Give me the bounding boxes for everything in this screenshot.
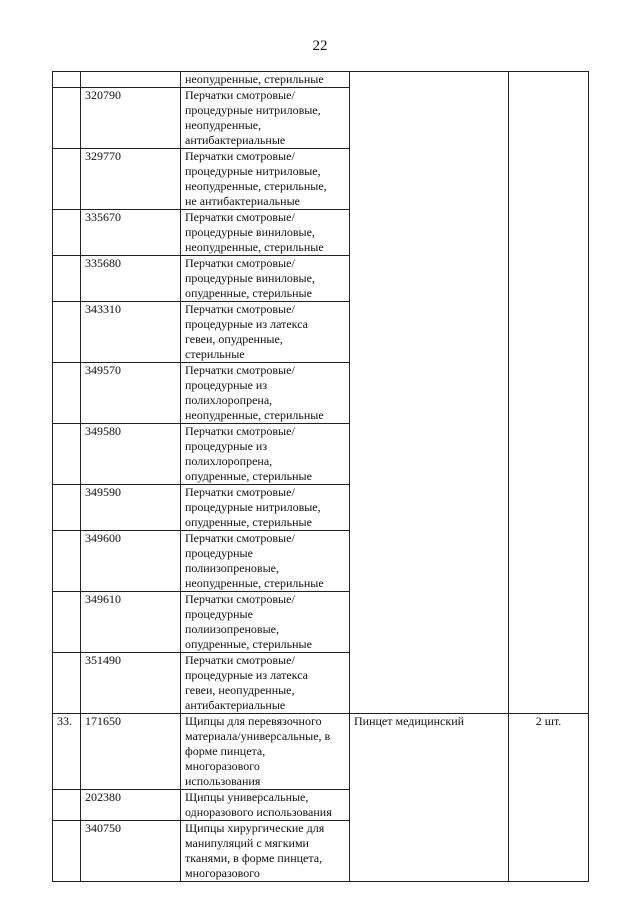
item-number-cell [53,592,81,653]
page-number: 22 [312,38,328,54]
code-cell: 351490 [81,653,181,714]
description-line: Перчатки смотровые/ [185,531,295,545]
code-cell: 343310 [81,302,181,363]
description-line: неопудренные, стерильные [185,240,324,254]
description-line: процедурные [185,607,253,621]
description-line: Перчатки смотровые/ [185,485,295,499]
description-line: опудренные, стерильные [185,286,312,300]
description-line: процедурные из латекса [185,317,308,331]
description-line: неопудренные, стерильные, [185,179,327,193]
description-line: неопудренные, [185,118,262,132]
item-number-cell [53,363,81,424]
code-cell: 335680 [81,256,181,302]
specification-table [52,71,589,882]
item-number-cell [53,653,81,714]
description-line: Перчатки смотровые/ [185,256,295,270]
item-number-cell [53,424,81,485]
description-line: полихлоропрена, [185,393,273,407]
description-line: многоразового [185,759,260,773]
description-cell [181,256,350,302]
description-line: Перчатки смотровые/ [185,653,295,667]
description-line: процедурные нитриловые, [185,500,321,514]
description-line: Перчатки смотровые/ [185,424,295,438]
description-line: неопудренные, стерильные [185,576,324,590]
item-number-cell [53,210,81,256]
description-cell [181,149,350,210]
description-cell [181,653,350,714]
description-line: Перчатки смотровые/ [185,88,295,102]
code-cell: 349600 [81,531,181,592]
quantity-cell [509,72,589,714]
item-number-cell [53,821,81,882]
description-line: Перчатки смотровые/ [185,302,295,316]
description-line: процедурные виниловые, [185,271,315,285]
description-line: процедурные из [185,378,268,392]
item-number-cell [53,149,81,210]
description-cell [181,424,350,485]
description-line: манипуляций с мягкими [185,836,309,850]
item-number-cell: 33. [53,714,81,790]
item-number-cell [53,485,81,531]
description-line: неопудренные, стерильные [185,408,324,422]
description-cell [181,714,350,790]
code-cell: 349580 [81,424,181,485]
description-line: тканями, в форме пинцета, [185,851,323,865]
description-cell [181,72,350,88]
description-cell [181,302,350,363]
description-cell [181,88,350,149]
description-line: Перчатки смотровые/ [185,592,295,606]
description-line: полихлоропрена, [185,454,273,468]
description-line: опудренные, стерильные [185,515,312,529]
description-line: полиизопреновые, [185,561,279,575]
code-cell: 329770 [81,149,181,210]
code-cell: 320790 [81,88,181,149]
code-cell: 202380 [81,790,181,821]
item-number-cell [53,302,81,363]
description-line: опудренные, стерильные [185,637,312,651]
description-line: процедурные нитриловые, [185,164,321,178]
description-line: материала/универсальные, в [185,729,331,743]
description-line: опудренные, стерильные [185,469,312,483]
description-line: антибактериальные [185,133,286,147]
description-line: Перчатки смотровые/ [185,363,295,377]
description-line: использования [185,774,261,788]
code-cell: 171650 [81,714,181,790]
description-line: Щипцы для перевязочного [185,714,322,728]
description-line: гевеи, неопудренные, [185,683,295,697]
description-line: Перчатки смотровые/ [185,149,295,163]
description-line: процедурные виниловые, [185,225,315,239]
description-line: полиизопреновые, [185,622,279,636]
description-cell [181,592,350,653]
description-line: Перчатки смотровые/ [185,210,295,224]
item-number-cell [53,256,81,302]
description-line: неопудренные, стерильные [185,72,324,86]
description-cell [181,485,350,531]
code-cell: 349570 [81,363,181,424]
description-cell [181,210,350,256]
code-cell [81,72,181,88]
description-line: форме пинцета, [185,744,266,758]
description-cell [181,531,350,592]
code-cell: 340750 [81,821,181,882]
description-line: одноразового использования [185,805,332,819]
description-cell [181,363,350,424]
table-row [53,714,589,790]
description-cell [181,821,350,882]
description-line: процедурные нитриловые, [185,103,321,117]
description-line: антибактериальные [185,698,286,712]
code-cell: 335670 [81,210,181,256]
item-number-cell [53,790,81,821]
description-line: многоразового [185,866,260,880]
product-name-cell: Пинцет медицинский [350,714,509,882]
description-line: Щипцы хирургические для [185,821,325,835]
description-line: процедурные из [185,439,268,453]
code-cell: 349610 [81,592,181,653]
description-line: стерильные [185,347,245,361]
item-number-cell [53,72,81,88]
quantity-cell: 2 шт. [509,714,589,882]
item-number-cell [53,531,81,592]
description-cell [181,790,350,821]
description-line: процедурные [185,546,253,560]
description-line: гевеи, опудренные, [185,332,283,346]
product-name-cell [350,72,509,714]
code-cell: 349590 [81,485,181,531]
description-line: процедурные из латекса [185,668,308,682]
table-row [53,72,589,88]
item-number-cell [53,88,81,149]
description-line: Щипцы универсальные, [185,790,309,804]
description-line: не антибактериальные [185,194,300,208]
